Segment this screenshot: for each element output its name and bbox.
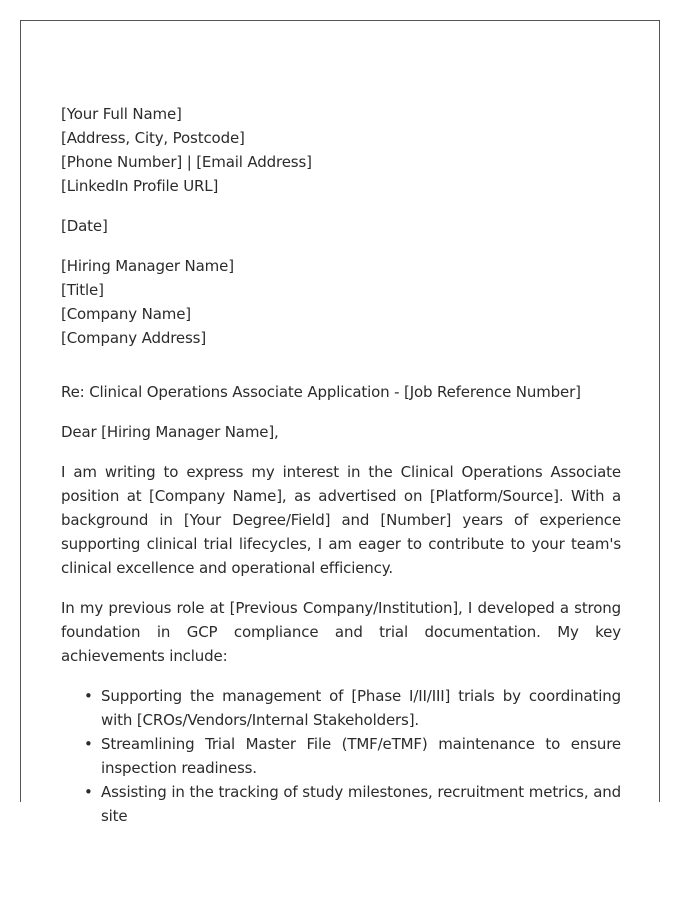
achievements-list <box>61 684 621 828</box>
bullet-icon: • <box>84 687 93 705</box>
recipient-company: [Company Name] <box>61 305 191 323</box>
sender-block <box>61 102 621 198</box>
recipient-block <box>61 254 621 350</box>
achievement-text: Supporting the management of [Phase I/II/III] trials by coordinating with [CROs/Vendors/Internal Stakeholders]. <box>101 687 621 729</box>
recipient-title: [Title] <box>61 281 104 299</box>
recipient-address: [Company Address] <box>61 329 207 347</box>
recipient-manager: [Hiring Manager Name] <box>61 257 234 275</box>
list-item <box>84 732 621 780</box>
bullet-icon: • <box>84 783 93 801</box>
body-paragraph-2: In my previous role at [Previous Company/Institution], I developed a strong foundation in GCP compliance and trial documentation. My key achievements include: <box>61 599 621 665</box>
letter-page <box>20 20 660 825</box>
bullet-icon: • <box>84 735 93 753</box>
sender-contact: [Phone Number] | [Email Address] <box>61 153 312 171</box>
body-paragraph-1: I am writing to express my interest in the Clinical Operations Associate position at [Company Name], as advertised on [Platform/Source]. With a background in [Your Degree/Field] and [Number] years of experience supporting clinical trial lifecycles, I am eager to contribute to your team's clinical excellence and operational efficiency. <box>61 463 621 577</box>
list-item <box>84 780 621 828</box>
salutation: Dear [Hiring Manager Name], <box>61 423 279 441</box>
sender-name: [Your Full Name] <box>61 105 182 123</box>
list-item <box>84 684 621 732</box>
subject-line: Re: Clinical Operations Associate Application - [Job Reference Number] <box>61 383 581 401</box>
achievement-text: Streamlining Trial Master File (TMF/eTMF) maintenance to ensure inspection readiness. <box>101 735 621 777</box>
letter-content <box>61 102 621 828</box>
sender-address: [Address, City, Postcode] <box>61 129 245 147</box>
sender-linkedin: [LinkedIn Profile URL] <box>61 177 219 195</box>
achievement-text: Assisting in the tracking of study milestones, recruitment metrics, and site <box>101 783 621 825</box>
letter-date: [Date] <box>61 217 108 235</box>
